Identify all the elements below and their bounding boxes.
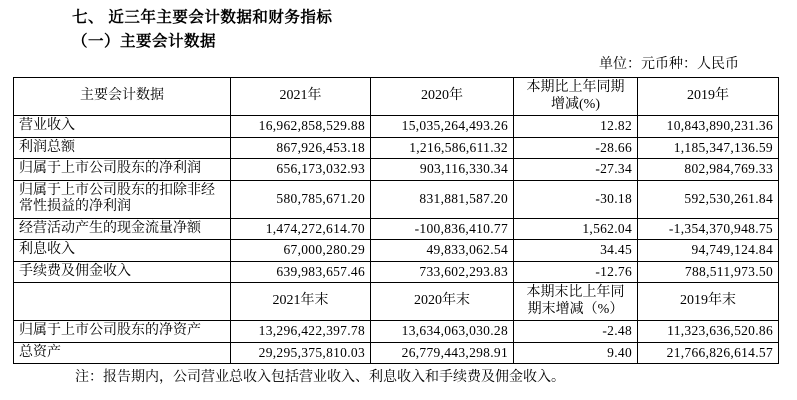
value-2020-end: 26,779,443,298.91: [371, 342, 514, 364]
value-2020: 49,833,062.54: [371, 240, 514, 262]
header-cell-2021-end: 2021年末: [231, 283, 371, 321]
value-2019: 10,843,890,231.36: [638, 116, 779, 138]
value-yoy: -27.34: [514, 159, 638, 181]
value-2019: 788,511,973.50: [638, 261, 779, 283]
accounting-data-table: [13, 77, 779, 364]
row-label: 归属于上市公司股东的扣除非经常性损益的净利润: [14, 180, 231, 218]
header-cell-label: 主要会计数据: [14, 78, 231, 116]
value-yoy: -28.66: [514, 137, 638, 159]
value-2021: 656,173,032.93: [231, 159, 371, 181]
value-2021: 67,000,280.29: [231, 240, 371, 262]
value-2019: 94,749,124.84: [638, 240, 779, 262]
table-row-net-profit-excl-nonrecurring: [14, 180, 779, 218]
value-2021: 639,983,657.46: [231, 261, 371, 283]
row-label: 营业收入: [14, 116, 231, 138]
value-yoy: 34.45: [514, 240, 638, 262]
header-cell-yoy-change: 本期比上年同期增减(%): [514, 78, 638, 116]
table-row-total-assets: [14, 342, 779, 364]
value-2019: 592,530,261.84: [638, 180, 779, 218]
row-label: 利润总额: [14, 137, 231, 159]
value-yoy-end: 9.40: [514, 342, 638, 364]
section-title: 七、 近三年主要会计数据和财务指标: [72, 9, 333, 26]
header-cell-2019: 2019年: [638, 78, 779, 116]
header-cell-empty: [14, 283, 231, 321]
value-2019-end: 21,766,826,614.57: [638, 342, 779, 364]
footnote: 注：报告期内，公司营业总收入包括营业收入、利息收入和手续费及佣金收入。: [75, 370, 565, 385]
value-yoy-end: -2.48: [514, 321, 638, 343]
table-row-operating-cash-flow: [14, 218, 779, 240]
table-header-row-year-end: [14, 283, 779, 321]
value-2020-end: 13,634,063,030.28: [371, 321, 514, 343]
header-cell-2021: 2021年: [231, 78, 371, 116]
row-label: 经营活动产生的现金流量净额: [14, 218, 231, 240]
value-2020: 15,035,264,493.26: [371, 116, 514, 138]
value-2021: 867,926,453.18: [231, 137, 371, 159]
row-label: 手续费及佣金收入: [14, 261, 231, 283]
row-label: 归属于上市公司股东的净利润: [14, 159, 231, 181]
value-yoy: 12.82: [514, 116, 638, 138]
value-2020: 1,216,586,611.32: [371, 137, 514, 159]
value-2021: 16,962,858,529.88: [231, 116, 371, 138]
header-cell-yoy-end-change: 本期末比上年同期末增减（%）: [514, 283, 638, 321]
value-2019: 802,984,769.33: [638, 159, 779, 181]
value-2020: 831,881,587.20: [371, 180, 514, 218]
subsection-title: （一）主要会计数据: [72, 33, 217, 50]
table-row-total-profit: [14, 137, 779, 159]
value-2021-end: 13,296,422,397.78: [231, 321, 371, 343]
value-2021: 580,785,671.20: [231, 180, 371, 218]
table-header-row-annual: [14, 78, 779, 116]
value-2019: -1,354,370,948.75: [638, 218, 779, 240]
value-yoy: 1,562.04: [514, 218, 638, 240]
value-2019-end: 11,323,636,520.86: [638, 321, 779, 343]
table-row-net-profit-attributable: [14, 159, 779, 181]
value-2019: 1,185,347,136.59: [638, 137, 779, 159]
value-2020: 733,602,293.83: [371, 261, 514, 283]
table-row-interest-income: [14, 240, 779, 262]
row-label: 利息收入: [14, 240, 231, 262]
header-cell-2020-end: 2020年末: [371, 283, 514, 321]
table-row-net-assets-attributable: [14, 321, 779, 343]
value-2020: -100,836,410.77: [371, 218, 514, 240]
row-label: 总资产: [14, 342, 231, 364]
header-cell-2019-end: 2019年末: [638, 283, 779, 321]
value-2021: 1,474,272,614.70: [231, 218, 371, 240]
header-cell-2020: 2020年: [371, 78, 514, 116]
value-yoy: -30.18: [514, 180, 638, 218]
row-label: 归属于上市公司股东的净资产: [14, 321, 231, 343]
table-row-operating-revenue: [14, 116, 779, 138]
value-2020: 903,116,330.34: [371, 159, 514, 181]
value-yoy: -12.76: [514, 261, 638, 283]
table-row-fee-commission-income: [14, 261, 779, 283]
unit-currency-note: 单位：元币种：人民币: [599, 57, 739, 72]
value-2021-end: 29,295,375,810.03: [231, 342, 371, 364]
